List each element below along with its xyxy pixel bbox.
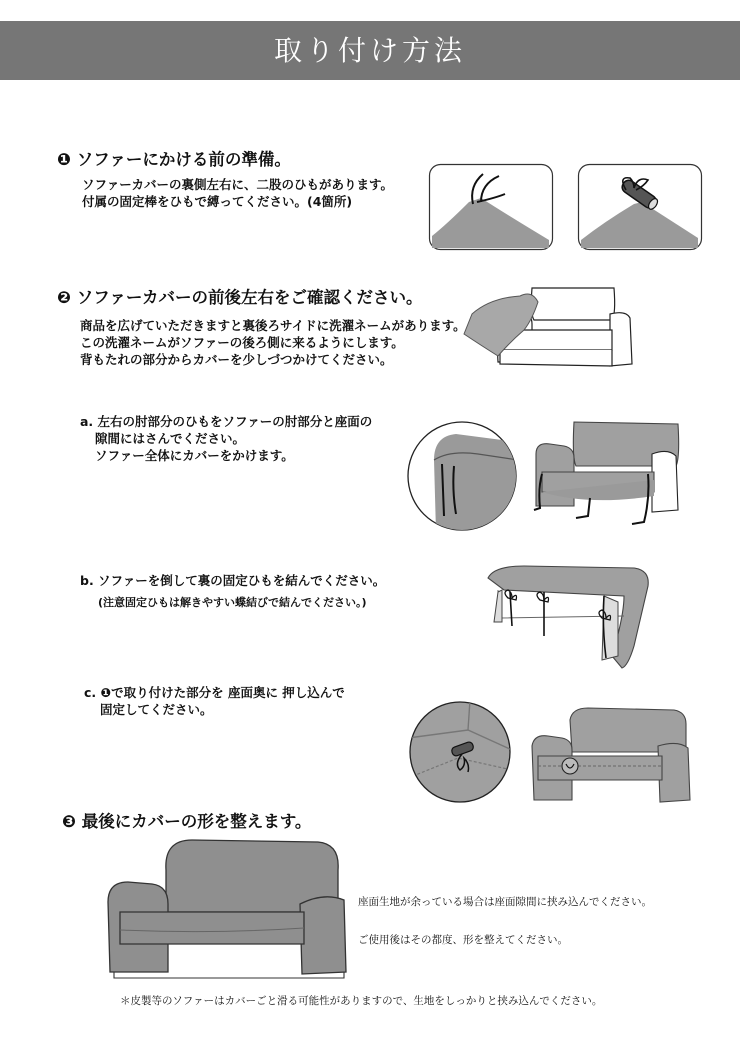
section3-note-2: ご使用後はその都度、形を整えてください。 (358, 934, 568, 946)
section2-text (80, 317, 466, 368)
section3-title: ❸ 最後にカバーの形を整えます。 (62, 812, 312, 831)
step-a-line-1: a. 左右の肘部分のひもをソファーの肘部分と座面の (80, 414, 373, 429)
fabric-corner-stick-illustration (578, 164, 702, 250)
section2-line-1: 商品を広げていただきますと裏後ろサイドに洗濯ネームがあります。 (80, 318, 466, 333)
finished-sofa-illustration (104, 838, 350, 980)
step-a-line-3: ソファー全体にカバーをかけます。 (95, 448, 294, 463)
sofa-underside-tied-illustration (484, 556, 654, 676)
section2-line-3: 背もたれの部分からカバーを少しづつかけてください。 (80, 352, 393, 367)
page-header (0, 21, 740, 80)
section2-line-2: この洗濯ネームがソファーの後ろ側に来るようにします。 (80, 335, 404, 350)
section1-line-2: 付属の固定棒をひもで縛ってください。(4箇所) (82, 194, 353, 209)
step-b-note: (注意固定ひもは解きやすい蝶結びで結んでください。) (98, 596, 367, 609)
section3-note-1: 座面生地が余っている場合は座面隙間に挟み込んでください。 (358, 896, 652, 908)
armrest-closeup-illustration (406, 420, 518, 532)
sofa-cover-draping-illustration (460, 284, 640, 374)
footer-note: ＊皮製等のソファーはカバーごと滑る可能性がありますので、生地をしっかりと挟み込んでください。 (120, 995, 603, 1007)
step-c-line-1: c. ❶で取り付けた部分を 座面奥に 押し込んで (84, 685, 345, 700)
sofa-strings-tucked-illustration (528, 418, 688, 526)
covered-sofa-gap-illustration (528, 706, 696, 806)
step-c-text (84, 684, 345, 718)
section2-title: ❷ ソファーカバーの前後左右をご確認ください。 (57, 288, 423, 307)
page-title: 取り付け方法 (273, 34, 466, 67)
step-a-line-2: 隙間にはさんでください。 (95, 431, 246, 446)
step-a-text (80, 413, 372, 464)
step-b-text: b. ソファーを倒して裏の固定ひもを結んでください。 (80, 573, 386, 588)
fabric-corner-string-illustration (429, 164, 553, 250)
step-c-line-2: 固定してください。 (100, 702, 213, 717)
seat-gap-closeup-illustration (408, 700, 512, 804)
section1-title: ❶ ソファーにかける前の準備。 (57, 150, 291, 169)
section1-line-1: ソファーカバーの裏側左右に、二股のひもがあります。 (82, 177, 394, 192)
section1-text (82, 176, 393, 210)
